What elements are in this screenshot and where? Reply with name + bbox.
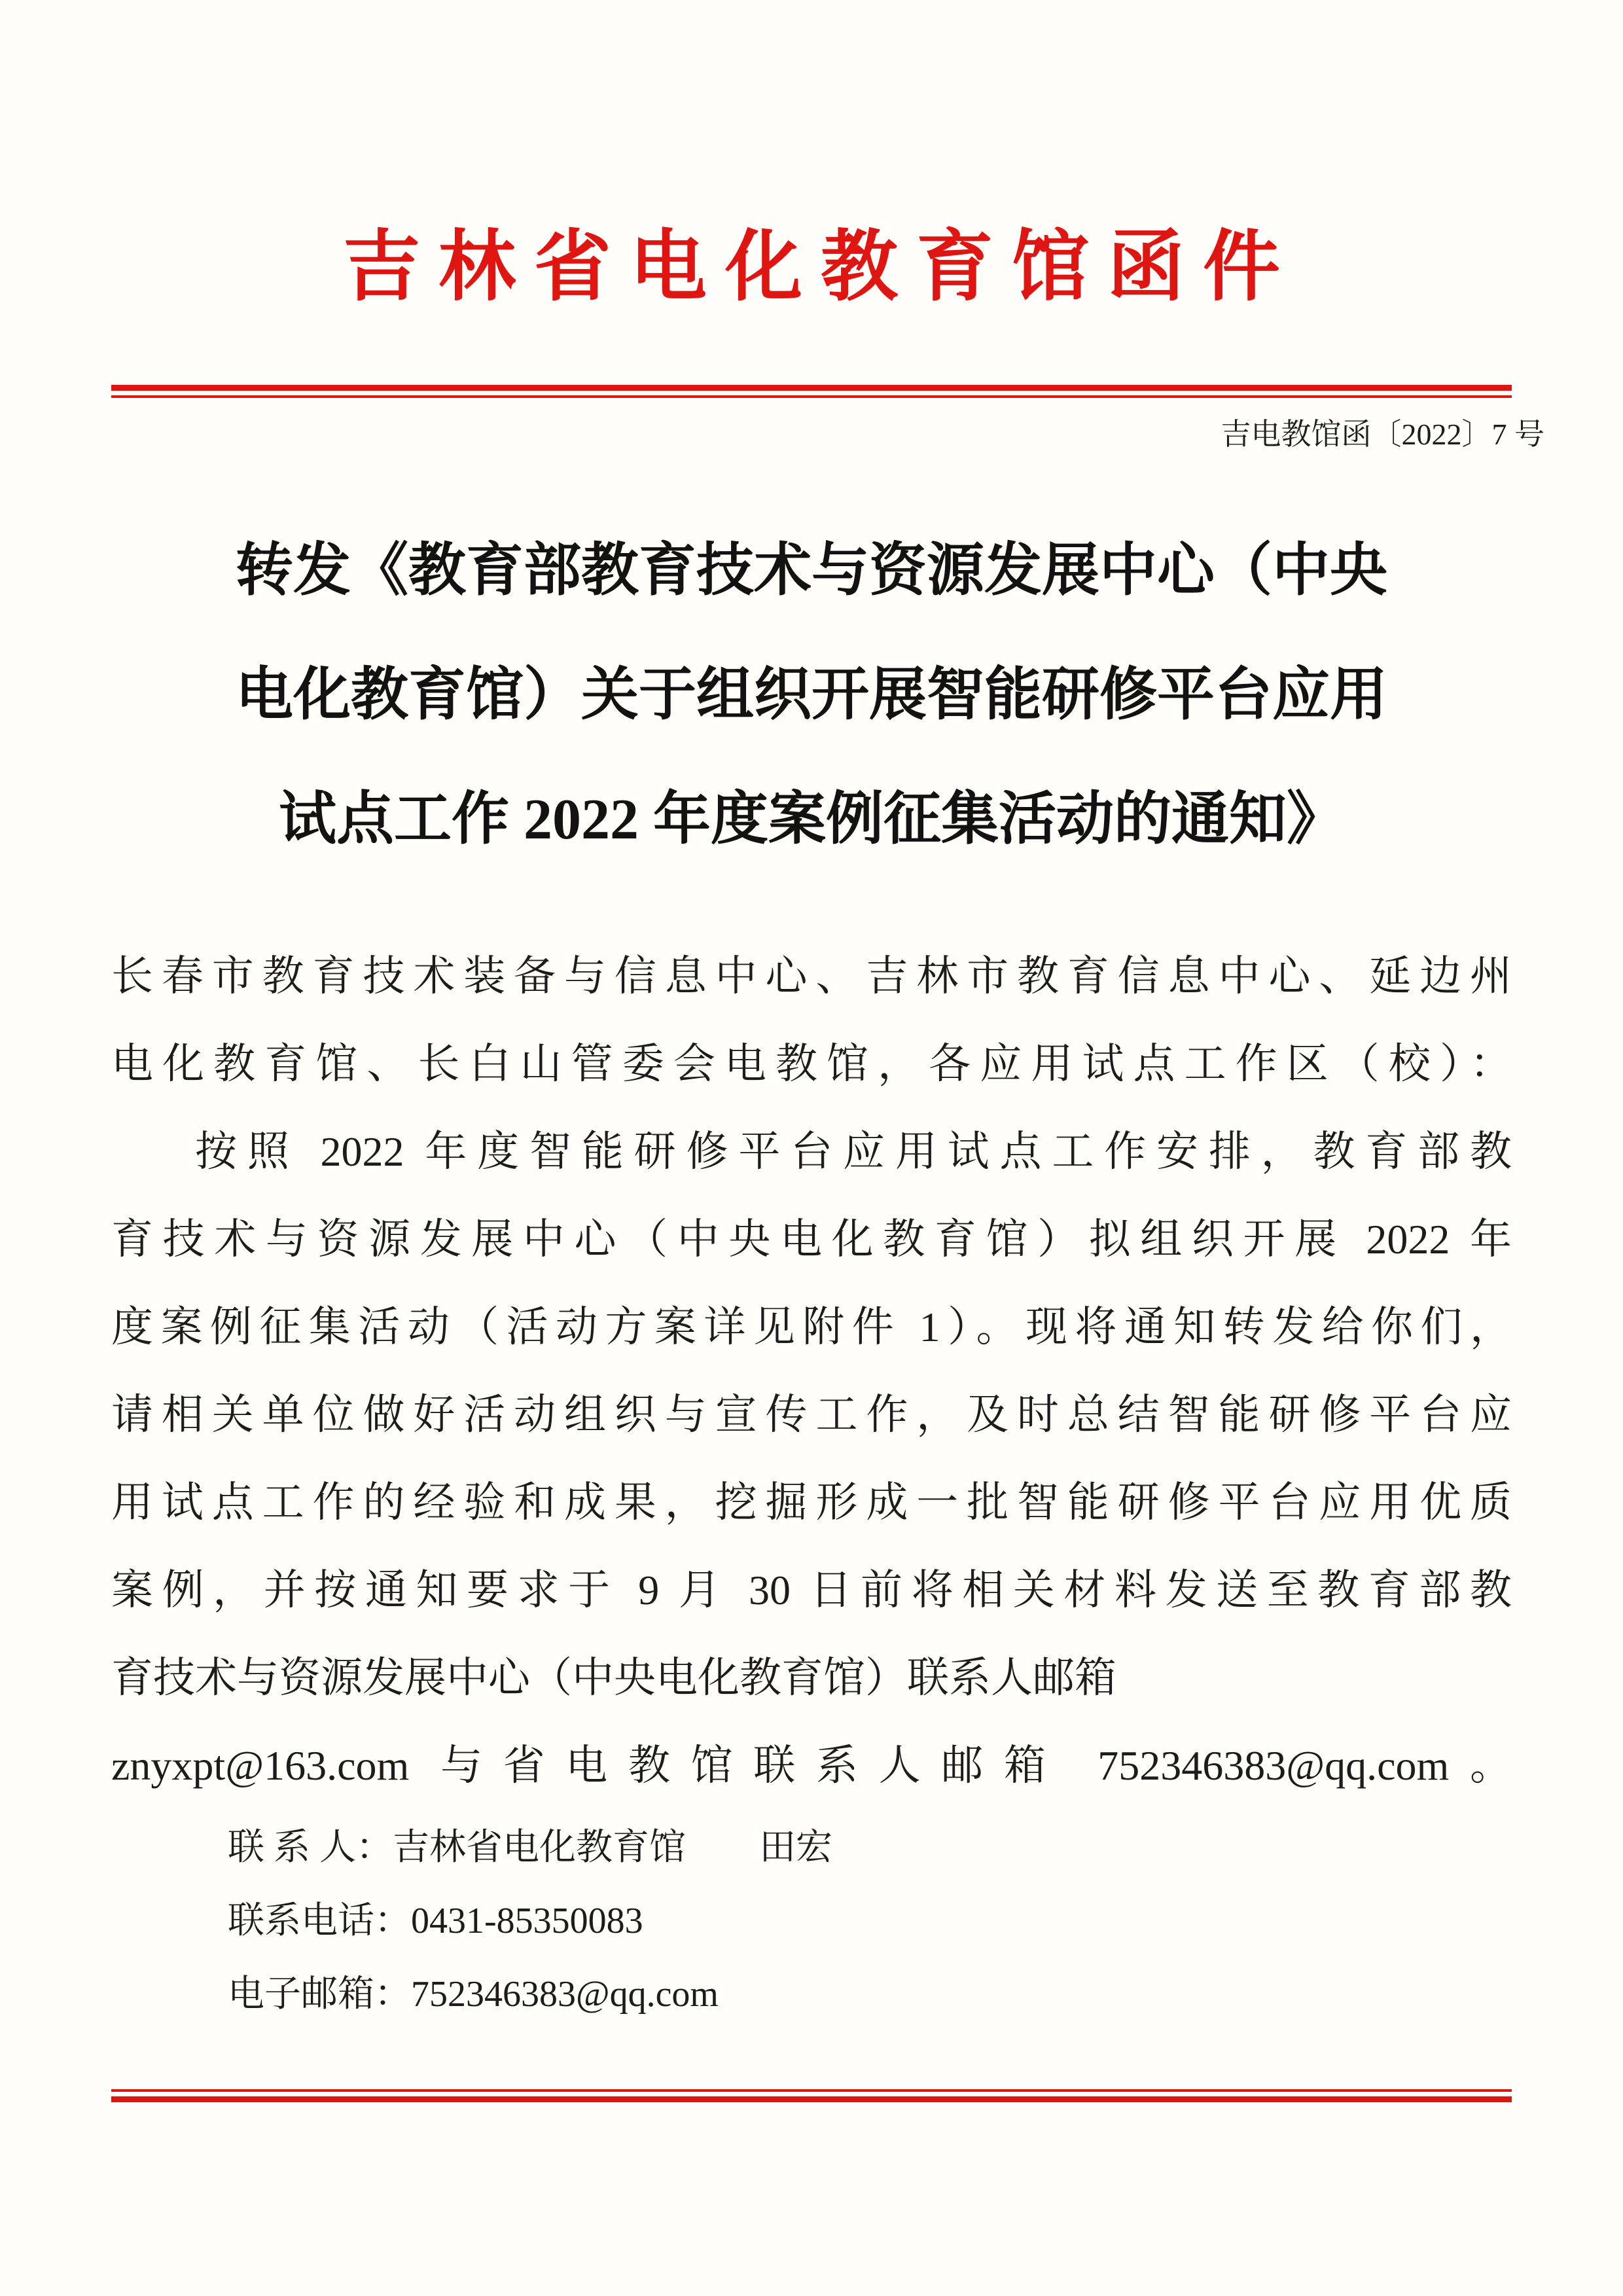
title-line: 电化教育馆）关于组织开展智能研修平台应用 — [235, 663, 1387, 727]
body-line: 请相关单位做好活动组织与宣传工作，及时总结智能研修平台应 — [111, 1391, 1512, 1438]
title-line: 转发《教育部教育技术与资源发展中心（中央 — [235, 539, 1387, 603]
header-rule — [111, 385, 1512, 398]
contact-phone-line: 联系电话：0431-85350083 — [228, 1900, 643, 1941]
body-line: 案例，并按通知要求于 9 月 30 日前将相关材料发送至教育部教 — [111, 1566, 1512, 1613]
header-rule-thick-line — [111, 385, 1512, 391]
footer-rule — [111, 2089, 1512, 2102]
document-title — [0, 509, 1623, 882]
contact-person-line: 联 系 人：吉林省电化教育馆 田宏 — [228, 1827, 832, 1868]
title-line: 试点工作 2022 年度案例征集活动的通知》 — [278, 787, 1344, 852]
doc-number: 吉电教馆函〔2022〕7 号 — [1221, 418, 1544, 451]
contact-block — [111, 1811, 1512, 2031]
footer-rule-gap — [111, 2092, 1512, 2096]
body-line: 育技术与资源发展中心（中央电化教育馆）拟组织开展 2022 年 — [111, 1215, 1512, 1263]
body-line: 按照 2022 年度智能研修平台应用试点工作安排，教育部教 — [195, 1128, 1512, 1175]
letterhead-title: 吉林省电化教育馆函件 — [342, 224, 1298, 310]
contact-email-line: 电子邮箱：752346383@qq.com — [228, 1973, 719, 2015]
body-line: 用试点工作的经验和成果，挖掘形成一批智能研修平台应用优质 — [111, 1479, 1512, 1526]
letterhead-header — [0, 0, 1623, 454]
body-line: 度案例征集活动（活动方案详见附件 1）。现将通知转发给你们， — [111, 1303, 1512, 1350]
body-text — [111, 933, 1512, 1810]
header-rule-thin-line — [111, 395, 1512, 398]
body-line: 长春市教育技术装备与信息中心、吉林市教育信息中心、延边州 — [111, 952, 1512, 999]
header-rule-gap — [111, 391, 1512, 395]
body-line: 育技术与资源发展中心（中央电化教育馆）联系人邮箱 — [111, 1654, 1116, 1701]
body-line: znyxpt@163.com 与省电教馆联系人邮箱 752346383@qq.com。 — [111, 1742, 1512, 1789]
body-line: 电化教育馆、长白山管委会电教馆，各应用试点工作区（校）： — [111, 1040, 1512, 1087]
footer-rule-thick-line — [111, 2096, 1512, 2102]
